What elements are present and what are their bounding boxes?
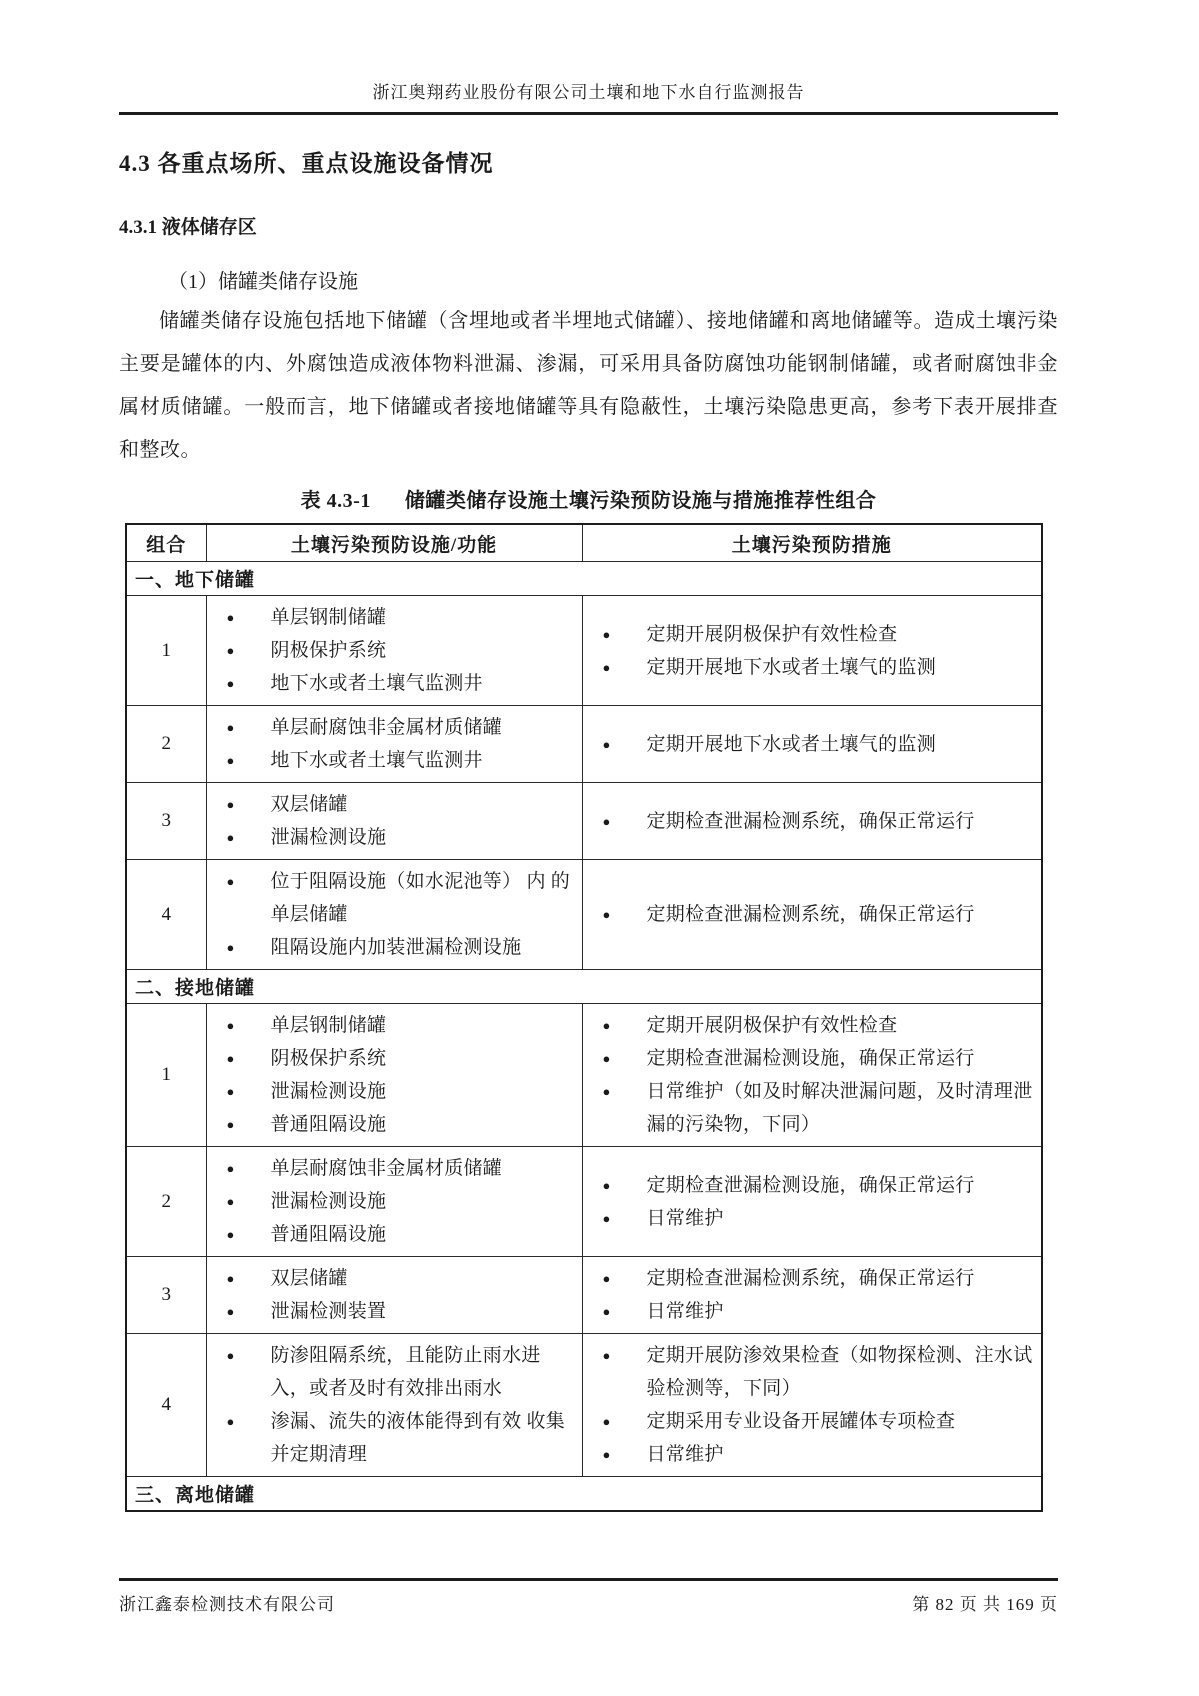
bullet-item	[221, 1009, 574, 1042]
bullet-text: 泄漏检测设施	[270, 1081, 387, 1102]
table-row	[126, 706, 1042, 783]
combo-number-cell: 1	[126, 1004, 206, 1147]
table-row	[126, 860, 1042, 970]
table-list-cell	[206, 706, 582, 783]
table-caption-title: 储罐类储存设施土壤污染预防设施与措施推荐性组合	[404, 490, 877, 512]
section-heading-4-3: 4.3 各重点场所、重点设施设备情况	[119, 151, 494, 176]
bullet-icon: ●	[602, 626, 611, 642]
bullet-text: 日常维护	[646, 1444, 724, 1465]
bullet-text: 单层钢制储罐	[270, 1015, 387, 1036]
bullet-icon: ●	[602, 813, 611, 829]
bullet-icon: ●	[226, 676, 235, 691]
bullet-text: 定期开展阴极保护有效性检查	[646, 623, 898, 645]
bullet-icon: ●	[226, 797, 235, 812]
column-header-measures: 土壤污染预防措施	[582, 524, 1042, 562]
combo-number-cell: 4	[126, 1334, 206, 1477]
bullet-text: 阴极保护系统	[270, 1048, 387, 1069]
bullet-item	[597, 805, 1034, 838]
bullet-icon: ●	[602, 1304, 611, 1319]
bullet-item	[597, 1262, 1034, 1295]
bullet-item	[221, 1108, 574, 1141]
bullet-item	[597, 1339, 1034, 1405]
bullet-text: 日常维护（如及时解决泄漏问题，及时清理泄漏的污染物，下同）	[646, 1081, 1033, 1135]
bullet-item	[597, 1295, 1034, 1328]
bullet-item	[597, 1405, 1034, 1438]
table-caption-number: 表 4.3-1	[300, 490, 371, 512]
bullet-text: 定期检查泄漏检测系统，确保正常运行	[646, 1268, 975, 1289]
bullet-item	[221, 1075, 574, 1108]
bullet-icon: ●	[226, 610, 235, 625]
bullet-item	[597, 1075, 1034, 1141]
bullet-icon: ●	[602, 1018, 611, 1033]
bullet-text: 阴极保护系统	[270, 640, 387, 661]
bullet-text: 定期采用专业设备开展罐体专项检查	[646, 1411, 956, 1432]
bullet-icon: ●	[602, 736, 611, 752]
bullet-text: 地下水或者土壤气监测井	[270, 673, 483, 694]
bullet-text: 普通阻隔设施	[270, 1224, 387, 1245]
bullet-icon: ●	[226, 1194, 235, 1209]
bullet-icon: ●	[226, 940, 235, 955]
bullet-icon: ●	[602, 1414, 611, 1429]
bullet-text: 定期开展防渗效果检查（如物探检测、注水试验检测等，下同）	[646, 1345, 1033, 1399]
bullet-item	[597, 1042, 1034, 1075]
combo-number-cell: 1	[126, 596, 206, 706]
bullet-icon: ●	[602, 1447, 611, 1462]
bullet-item	[221, 931, 574, 964]
document-footer	[119, 1578, 1058, 1615]
table-list-cell	[206, 1004, 582, 1147]
bullet-item	[597, 1202, 1034, 1235]
table-header-row	[126, 524, 1042, 562]
subsection-heading-4-3-1: 4.3.1 液体储存区	[119, 217, 257, 238]
bullet-text: 地下水或者土壤气监测井	[270, 750, 483, 771]
bullet-icon: ●	[226, 874, 235, 889]
bullet-icon: ●	[226, 1227, 235, 1242]
column-header-facilities: 土壤污染预防设施/功能	[206, 524, 582, 562]
bullet-item	[221, 634, 574, 667]
bullet-item	[221, 1295, 574, 1328]
bullet-text: 阻隔设施内加装泄漏检测设施	[270, 937, 522, 958]
table-list-cell	[582, 1004, 1042, 1147]
footer-page-number: 第 82 页 共 169 页	[912, 1595, 1058, 1614]
bullet-item	[221, 1042, 574, 1075]
bullet-item	[597, 618, 1034, 651]
bullet-icon: ●	[602, 1051, 611, 1066]
table-group-row	[126, 1477, 1042, 1512]
bullet-item	[221, 1185, 574, 1218]
bullet-item	[221, 1262, 574, 1295]
bullet-item	[221, 711, 574, 744]
table-group-title: 一、地下储罐	[126, 562, 1042, 596]
bullet-item	[221, 667, 574, 700]
bullet-icon: ●	[226, 1084, 235, 1099]
bullet-icon: ●	[226, 753, 235, 768]
footer-company-name: 浙江鑫泰检测技术有限公司	[119, 1595, 335, 1614]
bullet-item	[597, 1009, 1034, 1042]
bullet-icon: ●	[226, 830, 235, 845]
bullet-text: 泄漏检测设施	[270, 1191, 387, 1212]
bullet-item	[597, 898, 1034, 931]
table-list-cell	[582, 783, 1042, 860]
table-group-row	[126, 970, 1042, 1004]
table-list-cell	[582, 596, 1042, 706]
body-paragraph: 储罐类储存设施包括地下储罐（含埋地或者半埋地式储罐）、接地储罐和离地储罐等。造成土壤污染主要是罐体的内、外腐蚀造成液体物料泄漏、渗漏，可采用具备防腐蚀功能钢制储罐，或者耐腐蚀非金属材质储罐。一般而言，地下储罐或者接地储罐等具有隐蔽性，土壤污染隐患更高，参考下表开展排查和整改。	[119, 310, 1058, 461]
column-header-combo: 组合	[126, 524, 206, 562]
bullet-icon: ●	[226, 1161, 235, 1176]
table-group-title: 二、接地储罐	[126, 970, 1042, 1004]
bullet-text: 日常维护	[646, 1301, 724, 1322]
bullet-text: 双层储罐	[270, 1268, 348, 1289]
table-list-cell	[206, 860, 582, 970]
bullet-icon: ●	[226, 1018, 235, 1033]
combo-number-cell: 3	[126, 783, 206, 860]
bullet-text: 定期开展地下水或者土壤气的监测	[646, 733, 937, 755]
bullet-icon: ●	[226, 1051, 235, 1066]
bullet-text: 日常维护	[646, 1207, 724, 1229]
bullet-item	[221, 1405, 574, 1471]
table-list-cell	[206, 596, 582, 706]
bullet-icon: ●	[602, 1271, 611, 1286]
table-list-cell	[206, 1334, 582, 1477]
bullet-item	[221, 865, 574, 931]
bullet-text: 单层耐腐蚀非金属材质储罐	[270, 1158, 503, 1179]
bullet-text: 定期开展地下水或者土壤气的监测	[646, 656, 937, 678]
bullet-icon: ●	[602, 1177, 611, 1193]
list-item-label: （1）储罐类储存设施	[168, 271, 358, 293]
bullet-icon: ●	[226, 1414, 235, 1429]
bullet-item	[597, 651, 1034, 684]
bullet-icon: ●	[226, 1348, 235, 1363]
bullet-item	[221, 821, 574, 854]
bullet-icon: ●	[226, 1304, 235, 1319]
table-row	[126, 596, 1042, 706]
bullet-text: 泄漏检测设施	[270, 827, 387, 848]
table-caption	[119, 484, 1058, 513]
bullet-text: 双层储罐	[270, 794, 348, 815]
table-row	[126, 1147, 1042, 1257]
bullet-text: 定期开展阴极保护有效性检查	[646, 1015, 898, 1036]
bullet-text: 防渗阻隔系统，且能防止雨水进 入，或者及时有效排出雨水	[270, 1345, 541, 1399]
table-list-cell	[582, 1334, 1042, 1477]
bullet-icon: ●	[226, 1117, 235, 1132]
bullet-text: 定期检查泄漏检测设施，确保正常运行	[646, 1048, 975, 1069]
storage-facility-table	[125, 523, 1043, 1512]
bullet-text: 泄漏检测装置	[270, 1301, 387, 1322]
bullet-text: 定期检查泄漏检测设施，确保正常运行	[646, 1174, 975, 1196]
bullet-icon: ●	[602, 1084, 611, 1099]
bullet-text: 定期检查泄漏检测系统，确保正常运行	[646, 904, 975, 925]
combo-number-cell: 2	[126, 1147, 206, 1257]
bullet-icon: ●	[602, 1210, 611, 1226]
table-list-cell	[582, 706, 1042, 783]
combo-number-cell: 3	[126, 1257, 206, 1334]
bullet-item	[597, 1438, 1034, 1471]
bullet-icon: ●	[226, 720, 235, 735]
bullet-icon: ●	[602, 1348, 611, 1363]
bullet-text: 单层耐腐蚀非金属材质储罐	[270, 717, 503, 738]
bullet-icon: ●	[602, 659, 611, 675]
bullet-item	[221, 1152, 574, 1185]
bullet-item	[221, 744, 574, 777]
table-row	[126, 1334, 1042, 1477]
table-list-cell	[582, 1257, 1042, 1334]
bullet-icon: ●	[226, 1271, 235, 1286]
table-list-cell	[206, 1147, 582, 1257]
bullet-item	[597, 728, 1034, 761]
table-row	[126, 783, 1042, 860]
table-group-row	[126, 562, 1042, 596]
table-list-cell	[206, 783, 582, 860]
bullet-icon: ●	[602, 907, 611, 922]
table-list-cell	[582, 860, 1042, 970]
table-row	[126, 1004, 1042, 1147]
bullet-item	[221, 1339, 574, 1405]
table-list-cell	[206, 1257, 582, 1334]
bullet-item	[221, 1218, 574, 1251]
table-row	[126, 1257, 1042, 1334]
bullet-item	[221, 788, 574, 821]
storage-table-body	[126, 562, 1042, 1512]
bullet-text: 位于阻隔设施（如水泥池等） 内 的单层储罐	[270, 871, 571, 925]
combo-number-cell: 4	[126, 860, 206, 970]
bullet-icon: ●	[226, 643, 235, 658]
bullet-item	[597, 1169, 1034, 1202]
bullet-text: 单层钢制储罐	[270, 607, 387, 628]
bullet-item	[221, 601, 574, 634]
table-group-title: 三、离地储罐	[126, 1477, 1042, 1512]
bullet-text: 定期检查泄漏检测系统，确保正常运行	[646, 810, 975, 832]
table-list-cell	[582, 1147, 1042, 1257]
bullet-text: 渗漏、流失的液体能得到有效 收集并定期清理	[270, 1411, 566, 1465]
bullet-text: 普通阻隔设施	[270, 1114, 387, 1135]
document-header-title: 浙江奥翔药业股份有限公司土壤和地下水自行监测报告	[119, 78, 1058, 115]
combo-number-cell: 2	[126, 706, 206, 783]
